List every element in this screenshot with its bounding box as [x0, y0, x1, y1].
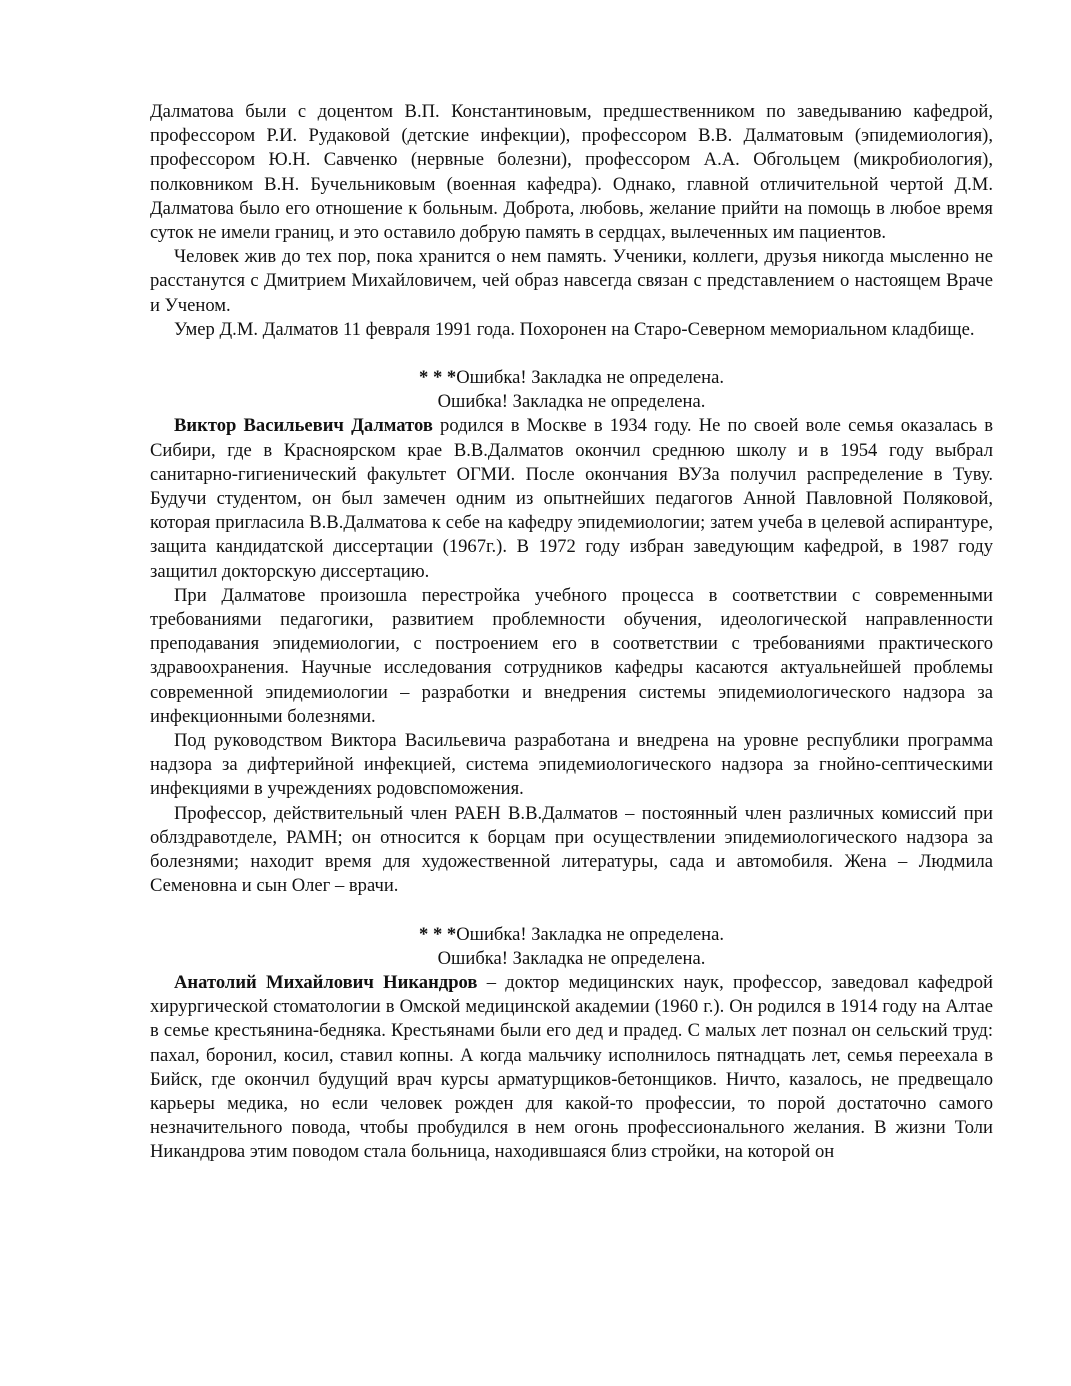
section-separator: [150, 366, 993, 390]
bookmark-error-text: Ошибка! Закладка не определена.: [456, 367, 724, 389]
lead-text: родился в Москве в 1934 году. Не по своей воле семья оказалась в Сибири, где в Красноярском крае В.В.Далматов окончил среднюю школу и в 1954 году выбрал санитарно-гигиенический факультет ОГМИ. После окончания ВУЗа получил распределение в Туву. Будучи студентом, он был замечен одним из опытнейших педагогов Анной Павловной Поляковой, которая пригласила В.В.Далматова к себе на кафедру эпидемиологии; затем учеба в целевой аспирантуре, защита кандидатской диссертации (1967г.). В 1972 году избран заведующим кафедрой, в 1987 году защитил докторскую диссертацию.: [150, 415, 993, 582]
bookmark-error-line: Ошибка! Закладка не определена.: [437, 391, 706, 413]
paragraph: Под руководством Виктора Васильевича разработана и внедрена на уровне республики программа надзора за дифтерийной инфекцией, система эпидемиологического надзора за гнойно-септическими инфекциями в учреждениях родовспоможения.: [150, 730, 993, 800]
person-name: Виктор Васильевич Далматов: [174, 415, 433, 437]
bookmark-error-text: Ошибка! Закладка не определена.: [456, 923, 724, 945]
paragraph: Далматова были с доцентом В.П. Константиновым, предшественником по заведыванию кафедрой, профессором Р.И. Рудаковой (детские инфекции), профессором В.В. Далматовым (эпидемиология), профессором Ю.Н. Савченко (нервные болезни), профессором А.А. Обгольцем (микробиология), полковником В.Н. Бучельниковым (военная кафедра). Однако, главной отличительной чертой Д.М. Далматова было его отношение к больным. Доброта, любовь, желание прийти на помощь в любое время суток не имели границ, и это оставило добрую память в сердцах, вылеченных им пациентов.: [150, 101, 993, 244]
paragraph: Профессор, действительный член РАЕН В.В.Далматов – постоянный член различных комиссий при облздравотделе, РАМН; он относится к борцам при осуществлении эпидемиологического надзора за болезнями; находит время для художественной литературы, сада и автомобиля. Жена – Людмила Семеновна и сын Олег – врачи.: [150, 802, 993, 897]
paragraph: Умер Д.М. Далматов 11 февраля 1991 года. Похоронен на Старо-Северном мемориальном кладбище.: [174, 318, 975, 340]
section-separator: [150, 923, 993, 947]
lead-text: – доктор медицинских наук, профессор, заведовал кафедрой хирургической стоматологии в Омской медицинской академии (1960 г.). Он родился в 1914 году на Алтае в семье крестьянина-бедняка. Крестьянами были его дед и прадед. С малых лет познал он сельский труд: пахал, боронил, косил, ставил копны. А когда мальчику исполнилось пятнадцать лет, семья переехала в Бийск, где окончил будущий врач курсы арматурщиков-бетонщиков. Ничто, казалось, не предвещало карьеры медика, но если человек рожден для какой-то профессии, то порой достаточно самого незначительного повода, чтобы пробудился в нем огонь профессионального желания. В жизни Толи Никандрова этим поводом стала больница, находившаяся близ стройки, на которой он: [150, 971, 994, 1163]
separator-stars: * * *: [419, 367, 457, 389]
document-page: [150, 100, 993, 1165]
bookmark-error-line: Ошибка! Закладка не определена.: [437, 947, 706, 969]
separator-stars: * * *: [419, 923, 457, 945]
biography-lead-paragraph: [150, 414, 993, 583]
paragraph: При Далматове произошла перестройка учебного процесса в соответствии с современными требованиями педагогики, развитием проблемности обучения, идеологической направленности преподавания эпидемиологии, с построением его в соответствии с требованиями практического здравоохранения. Научные исследования сотрудников кафедры касаются актуальнейшей проблемы современной эпидемиологии – разработки и внедрения системы эпидемиологического надзора за инфекционными болезнями.: [150, 584, 993, 727]
section-gap: [150, 342, 993, 366]
section-gap: [150, 899, 993, 923]
paragraph: Человек жив до тех пор, пока хранится о нем память. Ученики, коллеги, друзья никогда мысленно не расстанутся с Дмитрием Михайловичем, чей образ навсегда связан с представлением о настоящем Враче и Ученом.: [150, 246, 993, 316]
biography-lead-paragraph: [150, 971, 993, 1165]
person-name: Анатолий Михайлович Никандров: [174, 971, 478, 993]
